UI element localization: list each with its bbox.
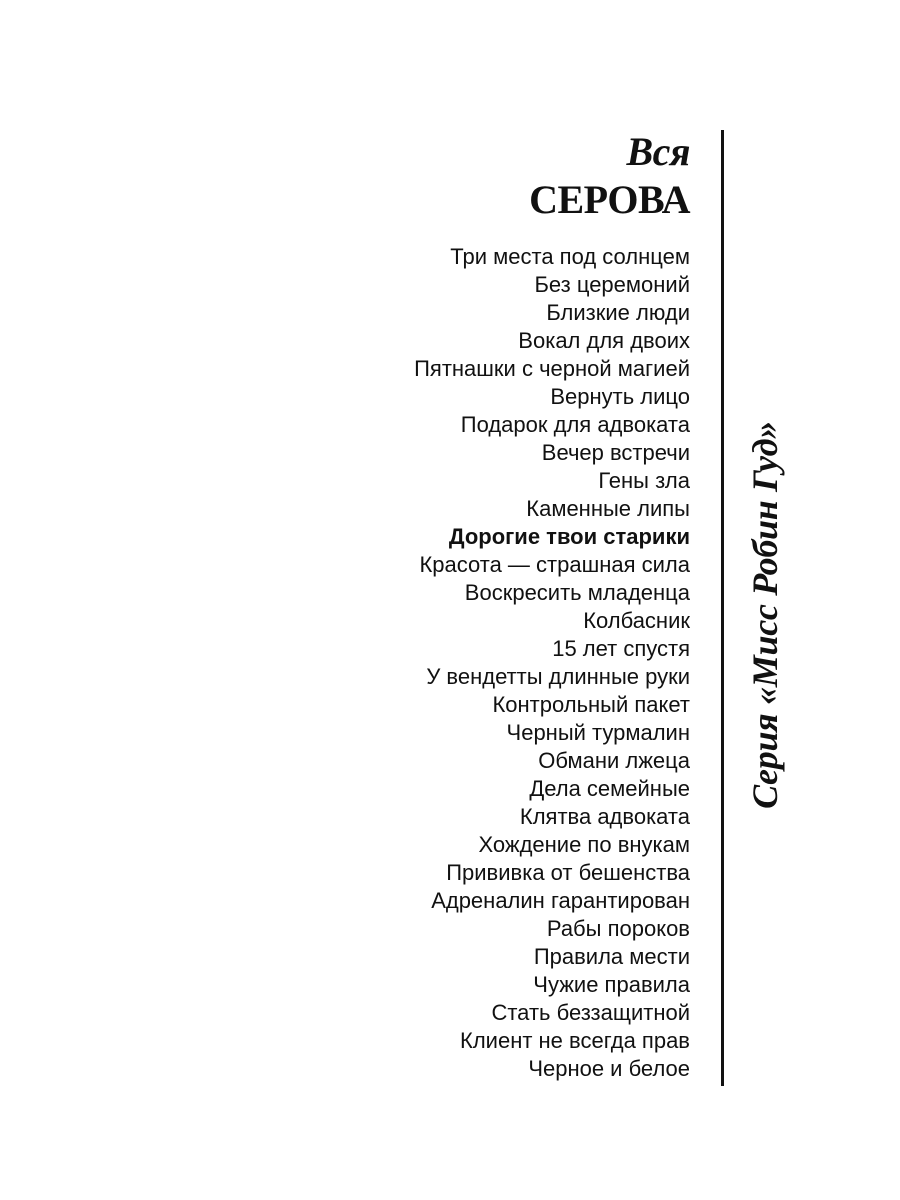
book-title: Три места под солнцем [450, 244, 690, 269]
book-title: Адреналин гарантирован [431, 888, 690, 913]
heading-author-name: СЕРОВА [529, 177, 690, 222]
heading-line-all: Вся [626, 129, 690, 174]
book-title: Вокал для двоих [518, 328, 690, 353]
series-label-container [740, 420, 790, 810]
book-title: Клиент не всегда прав [460, 1028, 690, 1053]
book-title: Без церемоний [534, 272, 690, 297]
book-title: Вечер встречи [541, 440, 690, 465]
book-title: Рабы пороков [546, 916, 690, 941]
book-title: Близкие люди [546, 300, 690, 325]
book-title: Стать беззащитной [491, 1000, 690, 1025]
book-title: 15 лет спустя [552, 636, 690, 661]
book-title: Черное и белое [528, 1056, 690, 1081]
book-title: Каменные липы [526, 496, 690, 521]
book-title: Воскресить младенца [464, 580, 690, 605]
book-title: Пятнашки с черной магией [414, 356, 690, 381]
book-title: Красота — страшная сила [419, 552, 690, 577]
book-title: Правила мести [533, 944, 690, 969]
book-title: Колбасник [583, 608, 690, 633]
book-title: Чужие правила [533, 972, 690, 997]
book-title: У вендетты длинные руки [426, 664, 690, 689]
book-title-list [414, 243, 690, 1083]
book-title: Черный турмалин [506, 720, 690, 745]
book-title: Контрольный пакет [492, 692, 690, 717]
vertical-divider [721, 130, 724, 1086]
book-title: Прививка от бешенства [446, 860, 690, 885]
book-title: Дорогие твои старики [448, 524, 690, 549]
book-title: Дела семейные [529, 776, 690, 801]
book-title: Хождение по внукам [478, 832, 690, 857]
book-title: Вернуть лицо [550, 384, 690, 409]
author-heading [529, 128, 690, 224]
series-label: Серия «Мисс Робин Гуд» [745, 421, 785, 809]
book-title: Гены зла [598, 468, 690, 493]
book-title: Клятва адвоката [519, 804, 690, 829]
book-title: Обмани лжеца [538, 748, 690, 773]
book-title: Подарок для адвоката [460, 412, 690, 437]
